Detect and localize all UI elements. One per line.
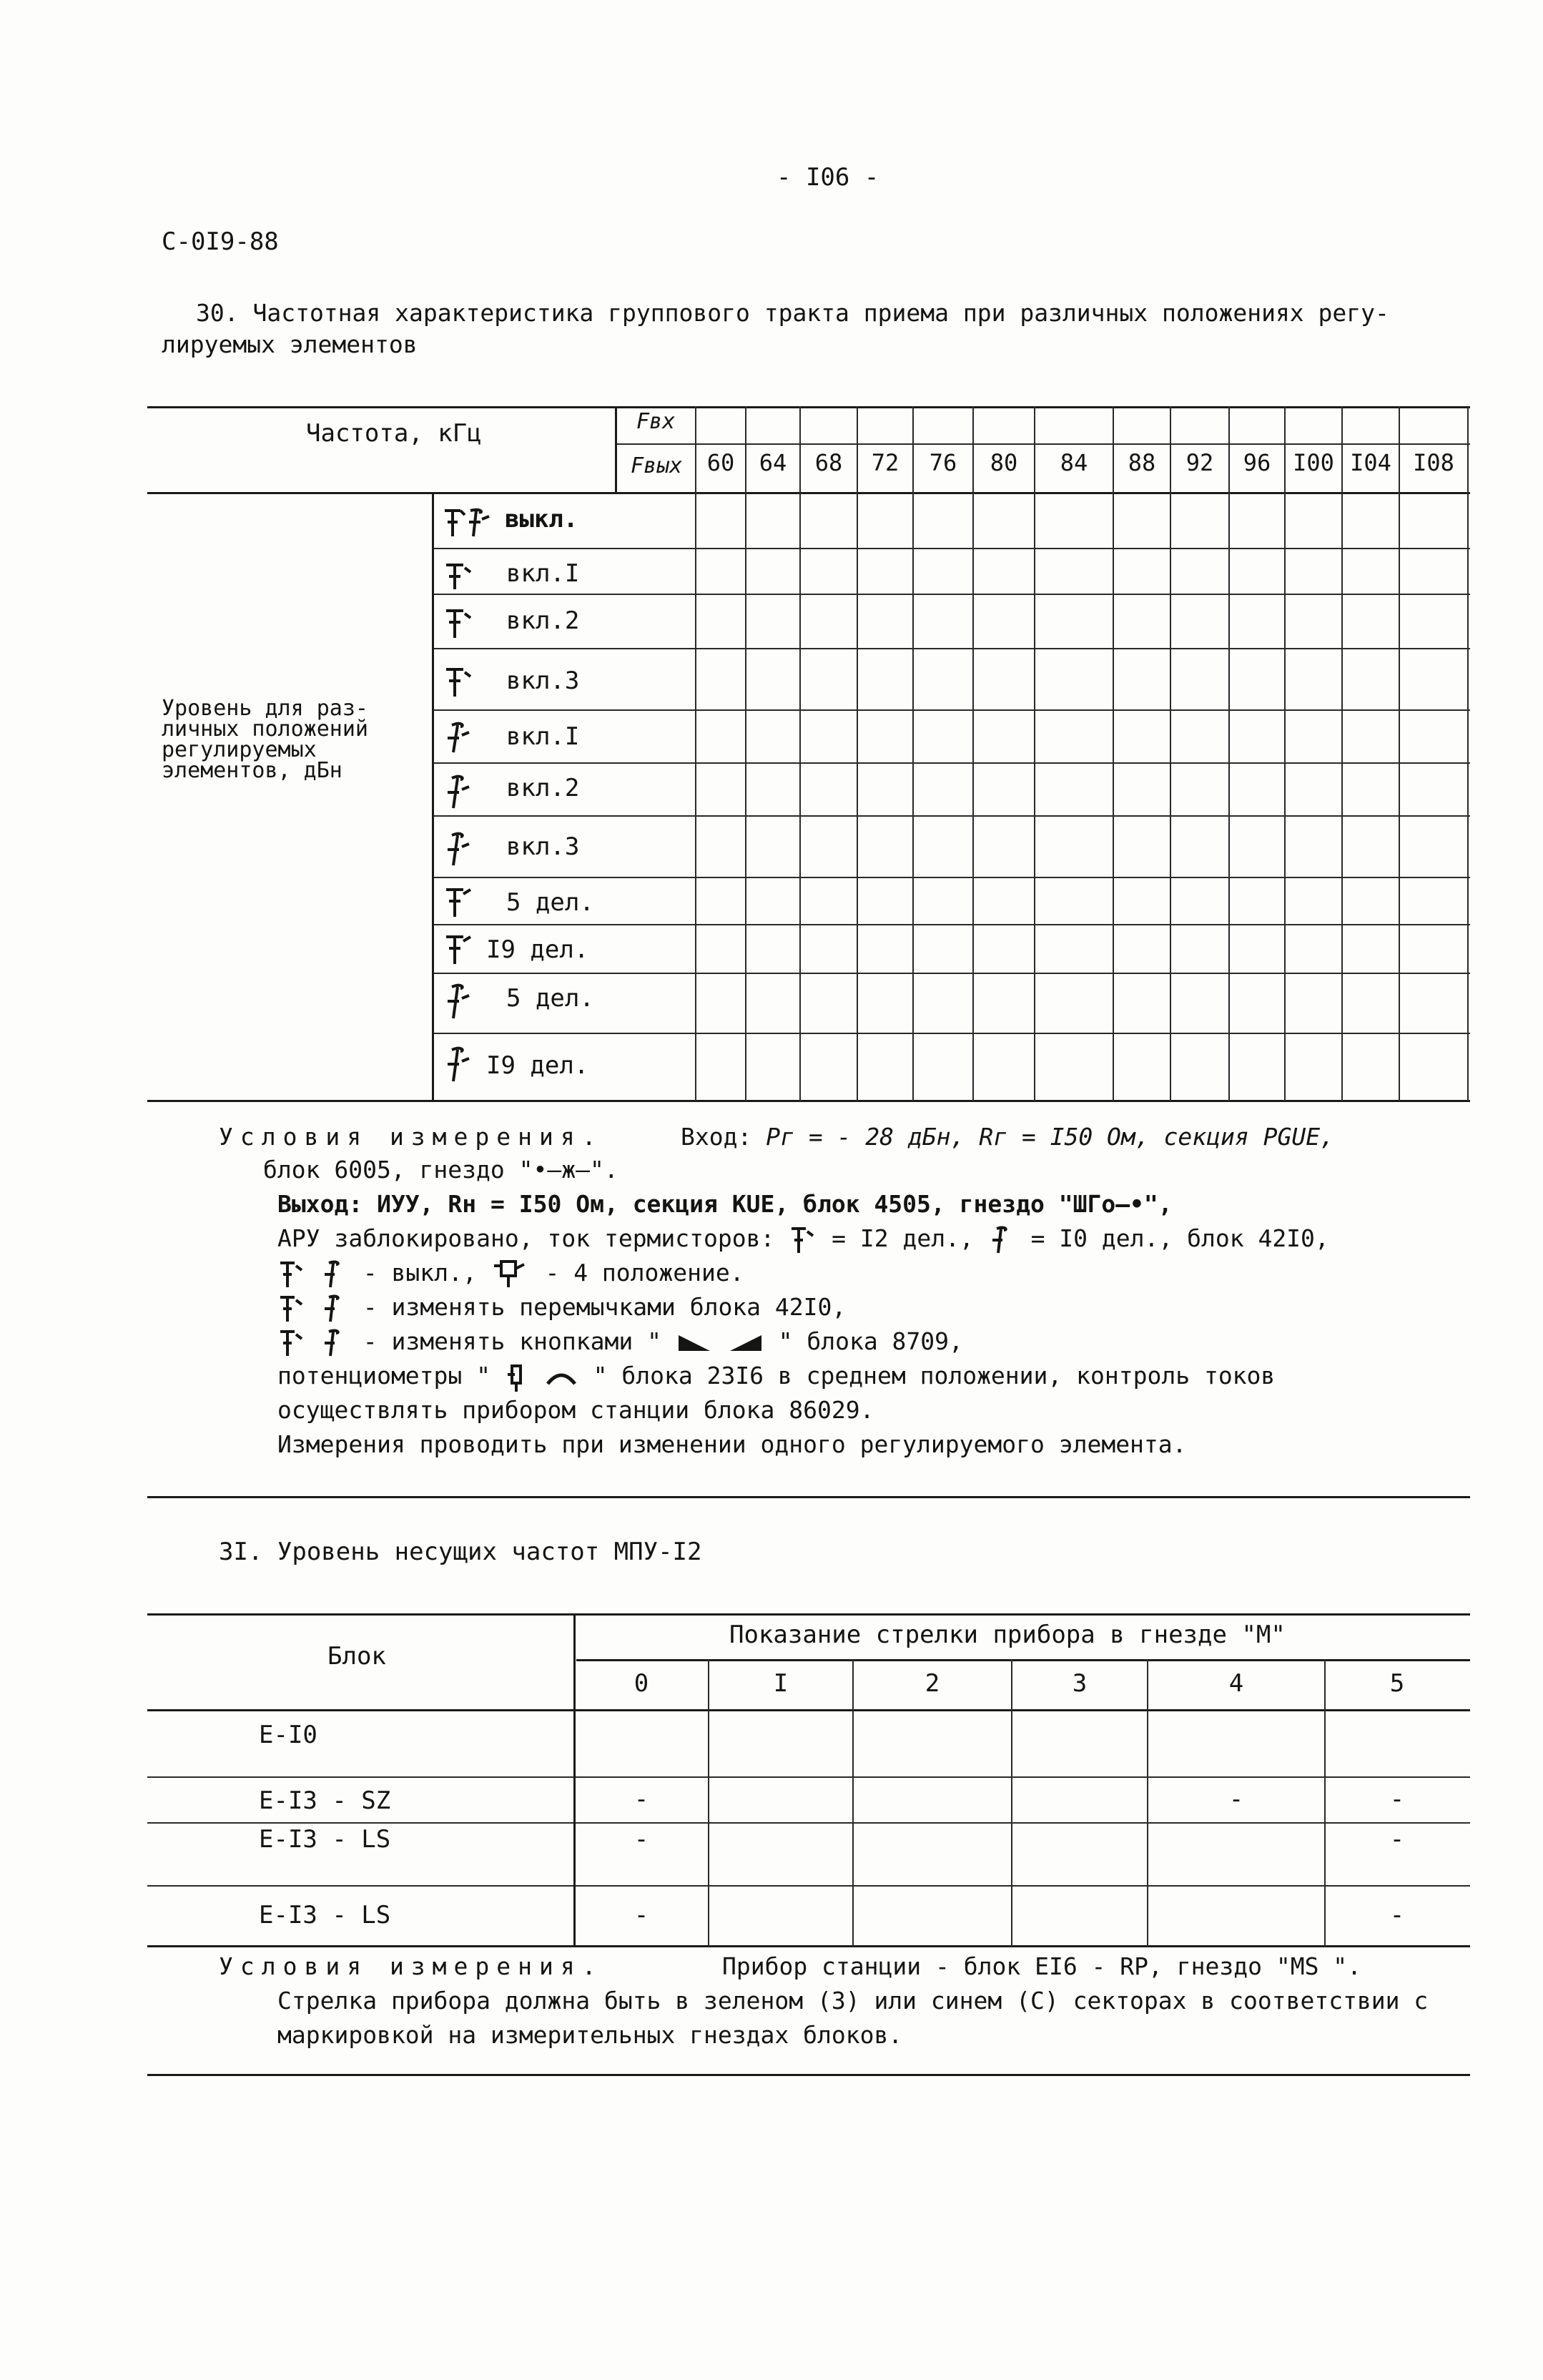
conditions-heading: Условия измерения. [219, 1952, 603, 1980]
block-name: Е-I3 - LS [259, 1901, 391, 1929]
position-cell: 0 [634, 1669, 649, 1698]
freq-cell: 64 [759, 449, 787, 476]
level-label: Уровень для раз- личных положений регулируемых элементов, дБн [162, 696, 368, 783]
row-label: вкл.I [506, 559, 580, 588]
freq-cell: 72 [871, 449, 899, 476]
frequency-header: Частота, кГц [306, 419, 482, 448]
thermistor-symbol-icon [442, 664, 478, 699]
row-label: вкл.I [506, 722, 580, 751]
conditions-line9: осуществлять прибором станции блока 86029. [277, 1396, 874, 1424]
divider [147, 2074, 1470, 2076]
table-cell: - [634, 1785, 649, 1814]
fin-header: Fвх [636, 409, 676, 434]
thermistor-box-symbol-icon [491, 1259, 531, 1290]
conditions-line3: маркировкой на измерительных гнездах блоков. [277, 2021, 903, 2049]
row-label: вкл.3 [506, 832, 580, 861]
conditions-line6: - изменять перемычками блока 42I0, [277, 1290, 846, 1324]
conditions-line3: Выход: ИУУ, Rн = I50 Ом, секция KUE, блок 4505, гнездо "ШГо—•", [277, 1190, 1173, 1218]
row-label: I9 дел. [486, 1051, 589, 1080]
position-cell: I [773, 1669, 789, 1698]
potentiometer-icon [505, 1362, 529, 1393]
freq-cell: 80 [990, 449, 1018, 476]
variable-element-symbol-icon [320, 1293, 349, 1324]
thermistor-symbol-icon [442, 884, 478, 920]
block-name: Е-I0 [259, 1721, 317, 1749]
thermistor-symbol-icon [277, 1327, 306, 1359]
row-label: вкл.2 [506, 774, 580, 802]
freq-cell: 84 [1060, 449, 1088, 476]
variable-element-symbol-icon [320, 1259, 349, 1290]
table-cell: - [634, 1825, 649, 1854]
conditions-input: Вход: Pг = - 28 дБн, Rг = I50 Ом, секция PGUE, [681, 1123, 1334, 1151]
block-header: Блок [327, 1642, 386, 1671]
conditions-line4: АРУ заблокировано, ток термисторов: = I2 дел., = I0 дел., блок 42I0, [277, 1221, 1329, 1256]
freq-cell: I08 [1413, 449, 1454, 476]
position-cell: 4 [1228, 1669, 1244, 1698]
freq-cell: 68 [814, 449, 843, 476]
section30-title-line1: 30. Частотная характеристика группового тракта приема при различных положениях регу- [196, 299, 1389, 327]
row-label: 5 дел. [506, 888, 594, 917]
section30-title-line2: лируемых элементов [162, 330, 418, 358]
thermistor-symbol-icon [442, 931, 478, 967]
button-decrease-icon [676, 1332, 713, 1354]
conditions-line8: потенциометры " " блока 23I6 в среднем положении, контроль токов [277, 1359, 1275, 1393]
thermistor-pair-symbol-icon [439, 505, 505, 541]
freq-cell: 60 [706, 449, 735, 476]
doc-code: С-0I9-88 [162, 227, 279, 256]
freq-cell: 76 [929, 449, 957, 476]
table-cell: - [634, 1901, 649, 1929]
variable-element-symbol-icon [442, 772, 478, 811]
variable-element-symbol-icon [988, 1224, 1017, 1256]
reading-header: Показание стрелки прибора в гнезде "М" [729, 1621, 1286, 1649]
arc-symbol-icon [543, 1367, 579, 1388]
page-number: - I06 - [777, 163, 879, 192]
position-cell: 3 [1072, 1669, 1088, 1698]
fout-header: Fвых [631, 453, 683, 478]
section31-title: 3I. Уровень несущих частот МПУ-I2 [219, 1538, 702, 1566]
table-cell: - [1389, 1825, 1405, 1854]
variable-element-symbol-icon [442, 830, 478, 868]
thermistor-symbol-icon [277, 1259, 306, 1290]
variable-element-symbol-icon [442, 719, 478, 755]
button-increase-icon [727, 1332, 764, 1354]
conditions-line10: Измерения проводить при изменении одного регулируемого элемента. [277, 1430, 1187, 1458]
thermistor-symbol-icon [277, 1293, 306, 1324]
variable-element-symbol-icon [442, 981, 478, 1021]
thermistor-symbol-icon [789, 1224, 817, 1256]
table-cell: - [1389, 1901, 1405, 1929]
conditions-line2: Стрелка прибора должна быть в зеленом (З) или синем (С) секторах в соответствии с [277, 1987, 1429, 2015]
conditions-heading: Условия измерения. [219, 1123, 603, 1151]
position-cell: 5 [1389, 1669, 1405, 1698]
row-label: выкл. [505, 505, 578, 533]
divider [147, 1496, 1470, 1498]
thermistor-symbol-icon [442, 605, 478, 641]
table-cell: - [1389, 1785, 1405, 1814]
conditions-line2: блок 6005, гнездо "•—ж—". [263, 1156, 618, 1184]
freq-cell: 88 [1128, 449, 1156, 476]
freq-cell: I04 [1350, 449, 1391, 476]
row-label: вкл.3 [506, 667, 580, 695]
row-label: 5 дел. [506, 984, 594, 1013]
row-label: вкл.2 [506, 606, 580, 635]
position-cell: 2 [925, 1669, 940, 1698]
freq-cell: I00 [1293, 449, 1334, 476]
conditions-line5: - выкл., - 4 положение. [277, 1256, 744, 1290]
freq-cell: 92 [1185, 449, 1214, 476]
freq-cell: 96 [1243, 449, 1271, 476]
conditions-line7: - изменять кнопками " " блока 8709, [277, 1324, 963, 1359]
table-cell: - [1228, 1785, 1244, 1814]
conditions-line1: Прибор станции - блок ЕI6 - RP, гнездо "MS ". [722, 1952, 1362, 1980]
row-label: I9 дел. [486, 935, 589, 964]
variable-element-symbol-icon [320, 1327, 349, 1359]
thermistor-symbol-icon [442, 559, 478, 592]
block-name: Е-I3 - LS [259, 1825, 391, 1854]
block-name: Е-I3 - SZ [259, 1786, 391, 1815]
variable-element-symbol-icon [442, 1044, 478, 1084]
